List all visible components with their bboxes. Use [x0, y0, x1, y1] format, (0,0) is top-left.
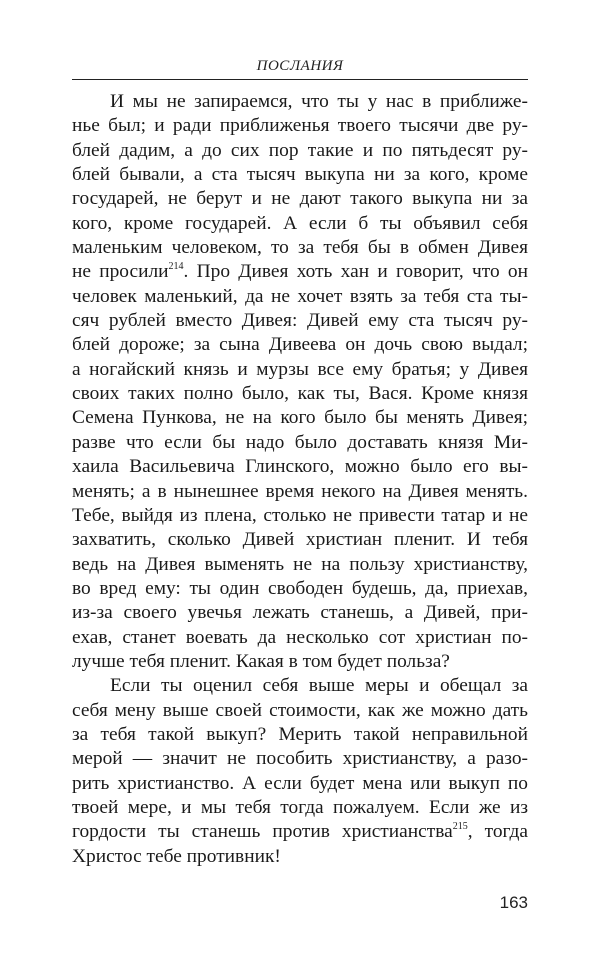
text-fragment: , тогда — [467, 821, 528, 843]
text-line: из-за своего увечья лежать станешь, а Дивей, при- — [72, 602, 528, 624]
text-line: государей, не берут и не дают такого выкупа ни за — [72, 188, 528, 210]
text-line: твоей мере, и мы тебя тогда пожалуем. Если же из — [72, 796, 528, 818]
text-line: ехав, станет воевать да несколько сот христиан по- — [72, 626, 528, 648]
header-divider — [72, 79, 528, 80]
text-line: ведь на Дивея выменять не на пользу христианству, — [72, 553, 528, 575]
footnote-ref-214[interactable]: 214 — [168, 261, 184, 273]
text-line-with-footnote — [72, 820, 528, 844]
page-number: 163 — [499, 893, 528, 912]
text-line: за тебя такой выкуп? Мерить такой неправильной — [72, 723, 528, 745]
text-line: человек маленький, да не хочет взять за тебя ста ты- — [72, 285, 528, 307]
paragraph-1 — [72, 90, 528, 674]
text-line: себя мену выше своей стоимости, как же можно дать — [72, 699, 528, 721]
text-line: нье был; и ради приближенья твоего тысячи две ру- — [72, 115, 528, 137]
text-fragment: гордости ты станешь против христианства — [72, 821, 453, 843]
text-line: менять; а в нынешнее время некого на Дивея менять. — [72, 480, 528, 502]
text-line-with-footnote — [72, 260, 528, 284]
text-line: а ногайский князь и мурзы все ему братья; у Дивея — [72, 358, 528, 380]
text-line: сяч рублей вместо Дивея: Дивей ему ста тысяч ру- — [72, 310, 528, 332]
text-line: И мы не запираемся, что ты у нас в приближе- — [110, 91, 528, 112]
running-head: ПОСЛАНИЯ — [256, 58, 344, 74]
text-line: блей дадим, а до сих пор такие и по пятьдесят ру- — [72, 139, 528, 161]
text-line: лучше тебя пленит. Какая в том будет польза? — [72, 650, 450, 672]
text-line: во вред ему: ты один свободен будешь, да, приехав, — [72, 577, 528, 599]
text-line: разве что если бы надо было доставать князя Ми- — [72, 431, 528, 453]
body-text — [72, 90, 528, 869]
text-line: рить христианство. А если будет мена или выкуп по — [72, 772, 528, 794]
text-line: своих таких полно было, как ты, Вася. Кроме князя — [72, 383, 528, 405]
text-line: Если ты оценил себя выше меры и обещал за — [110, 675, 528, 697]
text-line: захватить, сколько Дивей христиан пленит. И тебя — [72, 529, 528, 551]
text-line: блей бывали, а ста тысяч выкупа ни за кого, кроме — [72, 164, 528, 186]
paragraph-2 — [72, 674, 528, 869]
text-line: маленьким человеком, то за тебя бы в обмен Дивея — [72, 237, 528, 259]
text-line: Семена Пункова, не на кого было бы менять Дивея; — [72, 407, 528, 429]
footnote-ref-215[interactable]: 215 — [452, 821, 468, 833]
text-fragment: . Про Дивея хоть хан и говорит, что он — [183, 261, 529, 283]
text-line: кого, кроме государей. А если б ты объявил себя — [72, 212, 528, 234]
text-line: хаила Васильевича Глинского, можно было его вы- — [72, 456, 528, 478]
text-line: Христос тебе противник! — [72, 845, 281, 867]
text-line: блей дороже; за сына Дивеева он дочь свою выдал; — [72, 334, 528, 356]
text-line: мерой — значит не пособить христианству, а разо- — [72, 748, 528, 770]
text-line: Тебе, выйдя из плена, столько не привести татар и не — [72, 504, 528, 526]
text-fragment: не просили — [72, 261, 169, 283]
